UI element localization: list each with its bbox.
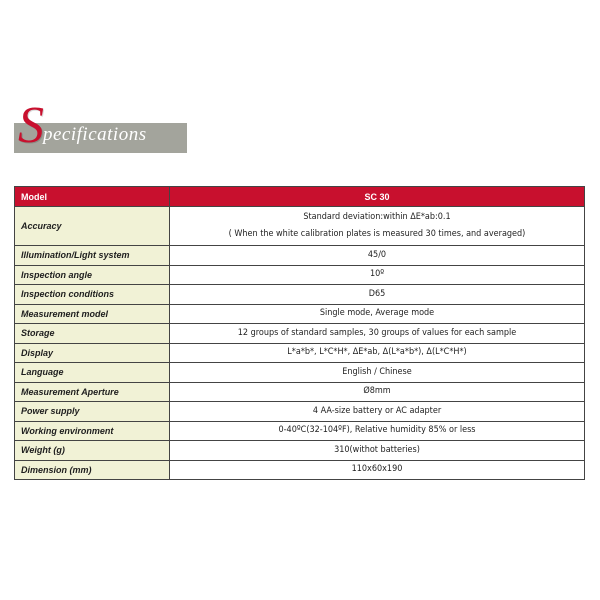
table-row	[15, 246, 585, 266]
spec-value-cell	[170, 324, 585, 344]
spec-value-cell	[170, 246, 585, 266]
heading-rest: pecifications	[43, 124, 147, 145]
spec-label-cell: Power supply	[15, 402, 170, 422]
spec-label-cell: Measurement model	[15, 304, 170, 324]
spec-value-cell	[170, 304, 585, 324]
table-row	[15, 460, 585, 480]
table-row	[15, 265, 585, 285]
spec-label-cell: Weight (g)	[15, 441, 170, 461]
heading-initial: S	[18, 97, 44, 154]
spec-value-line: 10º	[369, 269, 385, 280]
spec-value-line: Single mode, Average mode	[319, 308, 435, 319]
spec-value-cell	[170, 441, 585, 461]
table-row	[15, 304, 585, 324]
table-row	[15, 421, 585, 441]
spec-value-cell	[170, 402, 585, 422]
spec-value-cell	[170, 382, 585, 402]
spec-value-line: 12 groups of standard samples, 30 groups of values for each sample	[237, 327, 517, 338]
header-value-cell: SC 30	[170, 187, 585, 207]
spec-label-cell: Illumination/Light system	[15, 246, 170, 266]
spec-value-line: L*a*b*, L*C*H*, ΔE*ab, Δ(L*a*b*), Δ(L*C*H*)	[287, 347, 467, 358]
spec-label-cell: Storage	[15, 324, 170, 344]
spec-value-cell	[170, 285, 585, 305]
spec-label-cell: Measurement Aperture	[15, 382, 170, 402]
specifications-table	[14, 186, 585, 480]
spec-value-cell	[170, 265, 585, 285]
spec-value-cell	[170, 460, 585, 480]
table-row	[15, 382, 585, 402]
spec-value-line: Standard deviation:within ΔE*ab:0.1	[303, 212, 451, 222]
spec-value-line: 310(withot batteries)	[334, 444, 420, 455]
table-row	[15, 285, 585, 305]
spec-value-line: Ø8mm	[363, 386, 391, 397]
table-row	[15, 324, 585, 344]
spec-value-line: 0-40ºC(32-104ºF), Relative humidity 85% or less	[278, 425, 476, 436]
spec-value-line: 45/0	[367, 249, 387, 260]
spec-value-line: 4 AA-size battery or AC adapter	[312, 405, 442, 416]
spec-value-line: ( When the white calibration plates is measured 30 times, and averaged)	[228, 229, 526, 239]
spec-value-line: D65	[368, 288, 386, 299]
spec-value-line: 110x60x190	[351, 464, 403, 475]
spec-label-cell: Dimension (mm)	[15, 460, 170, 480]
spec-value-cell	[170, 343, 585, 363]
spec-label-cell: Working environment	[15, 421, 170, 441]
table-row	[15, 402, 585, 422]
table-row	[15, 441, 585, 461]
specifications-heading	[18, 97, 147, 154]
table-row	[15, 207, 585, 246]
spec-label-cell: Inspection conditions	[15, 285, 170, 305]
table-header-row	[15, 187, 585, 207]
table-row	[15, 343, 585, 363]
spec-value-cell	[170, 207, 585, 246]
spec-value-line: English / Chinese	[342, 366, 412, 377]
spec-label-cell: Accuracy	[15, 207, 170, 246]
spec-label-cell: Language	[15, 363, 170, 383]
spec-label-cell: Inspection angle	[15, 265, 170, 285]
header-label-cell: Model	[15, 187, 170, 207]
spec-value-cell	[170, 363, 585, 383]
spec-value-cell	[170, 421, 585, 441]
table-row	[15, 363, 585, 383]
spec-label-cell: Display	[15, 343, 170, 363]
